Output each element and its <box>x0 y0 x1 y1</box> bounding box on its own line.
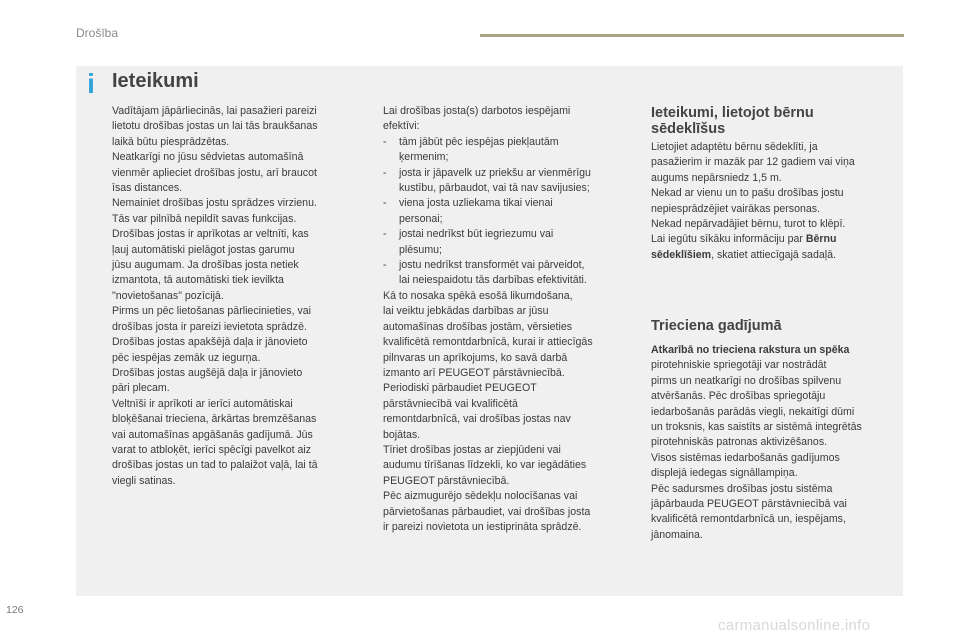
list-dash <box>383 273 399 288</box>
list-item-text: kustību, pārbaudot, vai tā nav savijusies; <box>399 182 590 195</box>
text-line: Pirms un pēc lietošanas pārliecinieties, vai <box>112 305 312 318</box>
recommendations-column <box>112 104 357 489</box>
text-line: vai automašīnas apgāšanās gadījumā. Jūs <box>112 428 313 441</box>
child-seats-column <box>651 140 903 263</box>
text-line: Drošības jostas apakšējā daļa ir jānovieto <box>112 336 308 349</box>
text-line: pirms un neatkarīgi no drošības spilvenu <box>651 374 842 387</box>
text-line: pāri plecam. <box>112 382 170 395</box>
text-line: laikā būtu piesprādzētas. <box>112 135 230 148</box>
text-line: lai veiktu jebkādas darbības ar jūsu <box>383 305 549 318</box>
effectiveness-column <box>383 104 633 535</box>
text-span: , skatiet attiecīgajā sadaļā. <box>711 248 836 261</box>
text-line: ļauj automātiski pielāgot jostas garumu <box>112 243 295 256</box>
text-line: Nemainiet drošības jostu sprādzes virzienu. <box>112 197 317 210</box>
text-line: Nekad ar vienu un to pašu drošības jostu <box>651 187 844 200</box>
list-item-text: viena josta uzliekama tikai vienai <box>399 197 553 210</box>
list-item-text: tām jābūt pēc iespējas piekļautām <box>399 135 559 148</box>
bold-reference: Bērnu <box>805 233 837 246</box>
list-item-text: josta ir jāpavelk uz priekšu ar vienmērīgu <box>399 166 591 179</box>
text-line: jūsu augumam. Ja drošības josta netiek <box>112 259 299 272</box>
crash-column <box>651 343 903 543</box>
text-line: pirotehniskās patronas aktivizēšanos. <box>651 436 828 449</box>
text-line: īsas distances. <box>112 182 183 195</box>
list-item-text: plēsumu; <box>399 243 442 256</box>
list-item-text: lai neiespaidotu tās darbības efektivitāti. <box>399 274 587 287</box>
list-item <box>383 181 633 196</box>
text-line: iedarbošanās parādās viegli, nekaitīgi dūmi <box>651 405 855 418</box>
text-line: kvalificētā remontdarbnīcā un, iespējams, <box>651 513 846 526</box>
list-item-text: personai; <box>399 212 443 225</box>
text-line: bloķēšanai trieciena, ārkārtas bremzēšanas <box>112 413 317 426</box>
text-line <box>651 248 903 263</box>
bold-reference: sēdeklīšiem <box>651 248 712 261</box>
text-line: izmanto arī PEUGEOT pārstāvniecībā. <box>383 366 565 379</box>
list-dash <box>383 243 399 258</box>
text-line: jānomaina. <box>651 528 703 541</box>
page-title: Ieteikumi <box>112 70 199 92</box>
text-line: remontdarbnīcā, vai drošības jostas nav <box>383 413 571 426</box>
crash-heading: Trieciena gadījumā <box>651 318 782 334</box>
list-dash: - <box>383 135 387 148</box>
text-line: Pēc aizmugurējo sēdekļu nolocīšanas vai <box>383 490 578 503</box>
text-line: atvēršanās. Pēc drošības spriegotāju <box>651 390 826 403</box>
list-dash: - <box>383 166 387 179</box>
text-line: pilnvaras un aprīkojums, ko savā darbā <box>383 351 568 364</box>
text-line: drošības josta ir pareizi ievietota sprādzē. <box>112 320 307 333</box>
text-line: displejā iedegas signāllampiņa. <box>651 467 798 480</box>
text-line: bojātas. <box>383 428 421 441</box>
text-line: augums nepārsniedz 1,5 m. <box>651 171 782 184</box>
text-line: drošības jostas un tad to palaižot vaļā, lai tā <box>112 459 318 472</box>
list-dash: - <box>383 228 387 241</box>
text-line: Lietojiet adaptētu bērnu sēdeklīti, ja <box>651 141 818 153</box>
text-line: vienmēr aplieciet drošības jostu, arī braucot <box>112 166 317 179</box>
text-line <box>651 232 903 247</box>
text-line: Veltnīši ir aprīkoti ar ierīci automātiskai <box>112 397 293 410</box>
text-line: Tīriet drošības jostas ar ziepjūdeni vai <box>383 443 561 456</box>
text-line: "novietošanas" pozīcijā. <box>112 289 224 302</box>
list-item <box>383 166 633 181</box>
page-number: 126 <box>6 604 24 616</box>
text-line: varat to atbloķēt, ierīci spēcīgi pavelkot aiz <box>112 443 312 456</box>
list-item-text: jostu nedrīkst transformēt vai pārveidot, <box>399 259 585 272</box>
text-line: pārvietošanas pārbaudiet, vai drošības josta <box>383 505 591 518</box>
text-line: Lai drošības josta(s) darbotos iespējami <box>383 105 571 117</box>
list-item <box>383 258 633 273</box>
text-line: Drošības jostas ir aprīkotas ar veltnīti, kas <box>112 228 309 241</box>
list-item <box>383 227 633 242</box>
text-line: pirotehniskie spriegotāji var nostrādāt <box>651 359 827 372</box>
text-line: un troksnis, kas saistīts ar sistēmā integrētās <box>651 421 862 434</box>
text-line: pēc iespējas zemāk uz iegurņa. <box>112 351 261 364</box>
header-divider-bar <box>480 34 904 37</box>
list-item <box>383 212 633 227</box>
section-label: Drošība <box>76 26 119 40</box>
text-line: Vadītājam jāpārliecinās, lai pasažieri pareizi <box>112 105 317 117</box>
child-seats-heading-line-2: sēdeklīšus <box>651 121 726 137</box>
text-line: Tās var pilnībā nepildīt savas funkcijas. <box>112 212 297 225</box>
text-line: jāpārbauda PEUGEOT pārstāvniecībā vai <box>651 498 847 511</box>
text-line: lietotu drošības jostas un lai tās braukšanas <box>112 120 318 133</box>
text-line: Visos sistēmas iedarbošanās gadījumos <box>651 451 840 464</box>
text-line: Pēc sadursmes drošības jostu sistēma <box>651 482 833 495</box>
text-line: PEUGEOT pārstāvniecībā. <box>383 474 510 487</box>
list-dash: - <box>383 197 387 210</box>
list-dash <box>383 181 399 196</box>
text-line: viegli satinas. <box>112 474 176 487</box>
list-item <box>383 273 633 288</box>
list-item <box>383 135 633 150</box>
text-line: Neatkarīgi no jūsu sēdvietas automašīnā <box>112 151 304 164</box>
child-seats-heading-line-1: Ieteikumi, lietojot bērnu <box>651 105 814 121</box>
list-item <box>383 196 633 211</box>
text-line: Periodiski pārbaudiet PEUGEOT <box>383 382 537 395</box>
info-icon: i <box>87 68 95 99</box>
text-line: audumu tīrīšanas līdzekli, ko var iegādāties <box>383 459 587 472</box>
list-item <box>383 150 633 165</box>
text-line: ir pareizi novietota un iestiprināta sprādzē. <box>383 520 582 533</box>
list-dash: - <box>383 259 387 272</box>
list-dash <box>383 150 399 165</box>
list-item-text: ķermenim; <box>399 151 449 164</box>
text-line: Kā to nosaka spēkā esošā likumdošana, <box>383 289 573 302</box>
text-span: Lai iegūtu sīkāku informāciju par <box>651 233 806 246</box>
bold-lead-line: Atkarībā no trieciena rakstura un spēka <box>651 344 850 356</box>
text-line: izmantota, tā automātiski tiek ievilkta <box>112 274 284 287</box>
text-line: efektīvi: <box>383 120 420 133</box>
text-line: Drošības jostas augšējā daļa ir jānovieto <box>112 366 303 379</box>
text-line: Nekad nepārvadājiet bērnu, turot to klēpī. <box>651 218 846 231</box>
text-line: automašīnas drošības jostām, vērsieties <box>383 320 573 333</box>
text-line: kvalificētā remontdarbnīcā, kurai ir attiecīgās <box>383 336 593 349</box>
list-dash <box>383 212 399 227</box>
child-seats-heading <box>651 105 814 137</box>
list-item <box>383 243 633 258</box>
text-line: pasažierim ir mazāk par 12 gadiem vai viņa <box>651 156 855 169</box>
list-item-text: jostai nedrīkst būt iegriezumu vai <box>399 228 554 241</box>
watermark: carmanualsonline.info <box>718 617 871 634</box>
text-line: pārstāvniecībā vai kvalificētā <box>383 397 518 410</box>
text-line: nepiesprādzējiet vairākas personas. <box>651 202 821 215</box>
